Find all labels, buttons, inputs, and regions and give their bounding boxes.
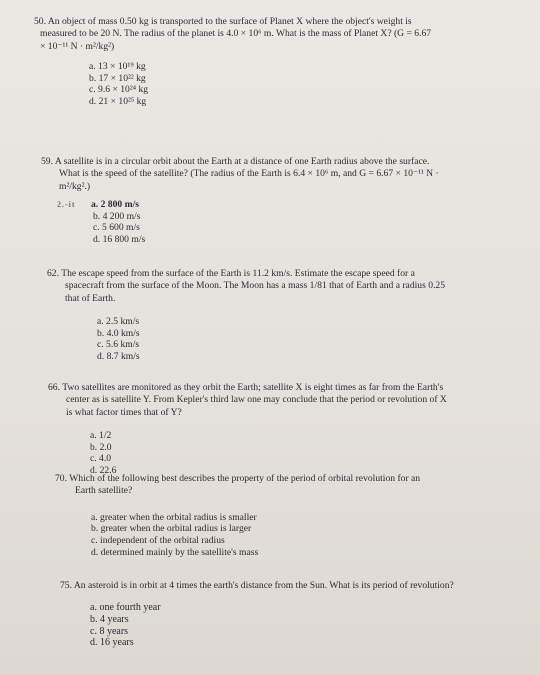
answer-choices	[89, 61, 530, 107]
choice-a: 2.-it a. 2 800 m/s	[57, 199, 139, 211]
choice-a: a. 2.5 km/s	[97, 316, 140, 328]
question-66	[48, 382, 518, 477]
question-stem: 59. A satellite is in a circular orbit about the Earth at a distance of one Earth radius above the surface. What is the speed of the satellite? (The radius of the Earth is 6.4 × 10⁶ m, and G = 6.67 × 10⁻¹¹ N · m²/kg².)	[41, 156, 439, 192]
choice-b: b. 4 years	[90, 614, 129, 625]
question-stem: 62. The escape speed from the surface of the Earth is 11.2 km/s. Estimate the escape speed for a spacecraft from the surface of the Moon. The Moon has a mass 1/81 that of Earth and a radius 0.25 that of Earth.	[47, 268, 445, 304]
question-59	[41, 156, 521, 246]
choice-d: d. 16 800 m/s	[93, 234, 146, 245]
question-stem: 50. An object of mass 0.50 kg is transported to the surface of Planet X where the object's weight is measured to be 20 N. The radius of the planet is 4.0 × 10⁶ m. What is the mass of Planet X? (G = 6.67 × 10⁻¹¹ N · m²/kg²)	[34, 16, 432, 52]
choice-b: b. 17 × 10²² kg	[89, 72, 146, 84]
choice-b: b. 2.0	[90, 441, 112, 453]
handwritten-mark: 2.-it	[57, 200, 76, 210]
choice-a: a. 1/2	[90, 430, 112, 442]
choice-a: a. 13 × 10¹⁹ kg	[89, 61, 146, 73]
answer-choices	[57, 199, 521, 245]
choice-d: d. determined mainly by the satellite's mass	[91, 546, 259, 558]
question-50	[34, 16, 530, 108]
choice-c: c. 9.6 × 10²⁴ kg	[89, 84, 149, 96]
choice-d: d. 8.7 km/s	[97, 351, 140, 362]
choice-c: c. 4.0	[90, 453, 112, 465]
choice-d: d. 22.6	[90, 465, 117, 476]
choice-a: a. one fourth year	[90, 602, 161, 614]
answer-choices	[97, 316, 517, 362]
choice-b: b. greater when the orbital radius is larger	[91, 523, 252, 535]
answer-choices	[90, 602, 520, 648]
choice-c: c. 5.6 km/s	[97, 339, 140, 351]
question-stem: 66. Two satellites are monitored as they orbit the Earth; satellite X is eight times as far from the Earth's center as is satellite Y. From Kepler's third law one may conclude that the period or revolution of X is what factor times that of Y?	[48, 382, 447, 418]
choice-c: c. 5 600 m/s	[93, 222, 140, 234]
question-70	[55, 473, 515, 558]
question-stem: 70. Which of the following best describes the property of the period of orbital revolution for an Earth satellite?	[55, 473, 421, 497]
choice-c: c. independent of the orbital radius	[91, 535, 225, 546]
choice-a: a. greater when the orbital radius is smaller	[91, 511, 257, 523]
choice-d: d. 21 × 10²⁵ kg	[89, 96, 147, 107]
question-75	[60, 580, 520, 649]
choice-d: d. 16 years	[90, 637, 134, 649]
choice-b: b. 4.0 km/s	[97, 327, 140, 339]
question-stem: 75. An asteroid is in orbit at 4 times the earth's distance from the Sun. What is its period of revolution?	[60, 580, 454, 591]
choice-b: b. 4 200 m/s	[93, 210, 141, 222]
question-62	[47, 268, 517, 363]
answer-choices	[90, 430, 518, 476]
choice-c: c. 8 years	[90, 625, 129, 637]
answer-choices	[91, 512, 515, 558]
